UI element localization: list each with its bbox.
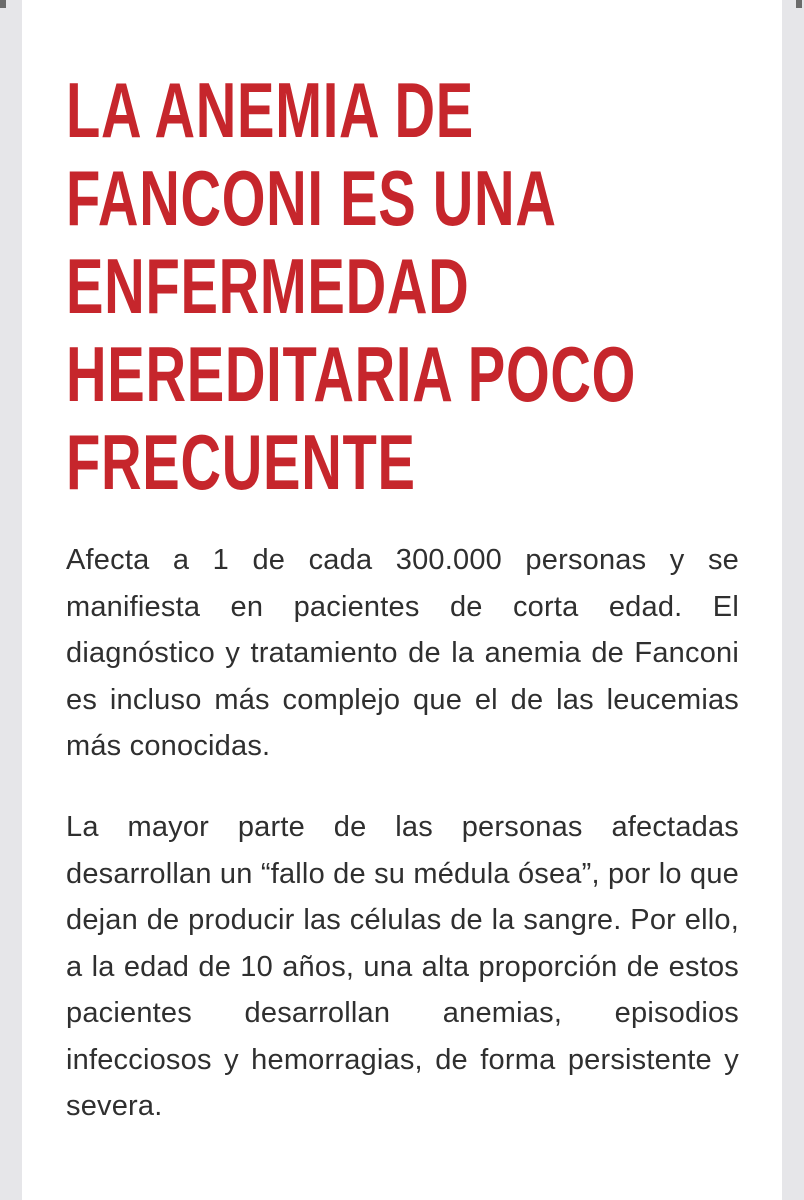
- headline-line: ENFERMEDAD: [66, 242, 470, 330]
- top-right-corner-mark: [796, 0, 802, 8]
- article-headline: [66, 66, 637, 506]
- left-page-edge: [0, 0, 22, 1200]
- headline-line: FRECUENTE: [66, 418, 416, 506]
- headline-line: HEREDITARIA POCO: [66, 330, 637, 418]
- headline-line: LA ANEMIA DE: [66, 66, 474, 154]
- article-card: [22, 0, 782, 1200]
- top-left-corner-mark: [0, 0, 6, 8]
- article-paragraph-2: La mayor parte de las personas afectadas desarrollan un “fallo de su médula ósea”, por lo que dejan de producir las células de la sangre. Por ello, a la edad de 10 años, una alta proporción de estos pacientes desarrollan anemias, episodios infecciosos y hemorragias, de forma persistente y severa.: [66, 811, 739, 1122]
- right-page-edge: [782, 0, 804, 1200]
- article-paragraph-1: Afecta a 1 de cada 300.000 personas y se manifiesta en pacientes de corta edad. El diagnóstico y tratamiento de la anemia de Fanconi es incluso más complejo que el de las leucemias más conocidas.: [66, 544, 739, 762]
- headline-line: FANCONI ES UNA: [66, 154, 557, 242]
